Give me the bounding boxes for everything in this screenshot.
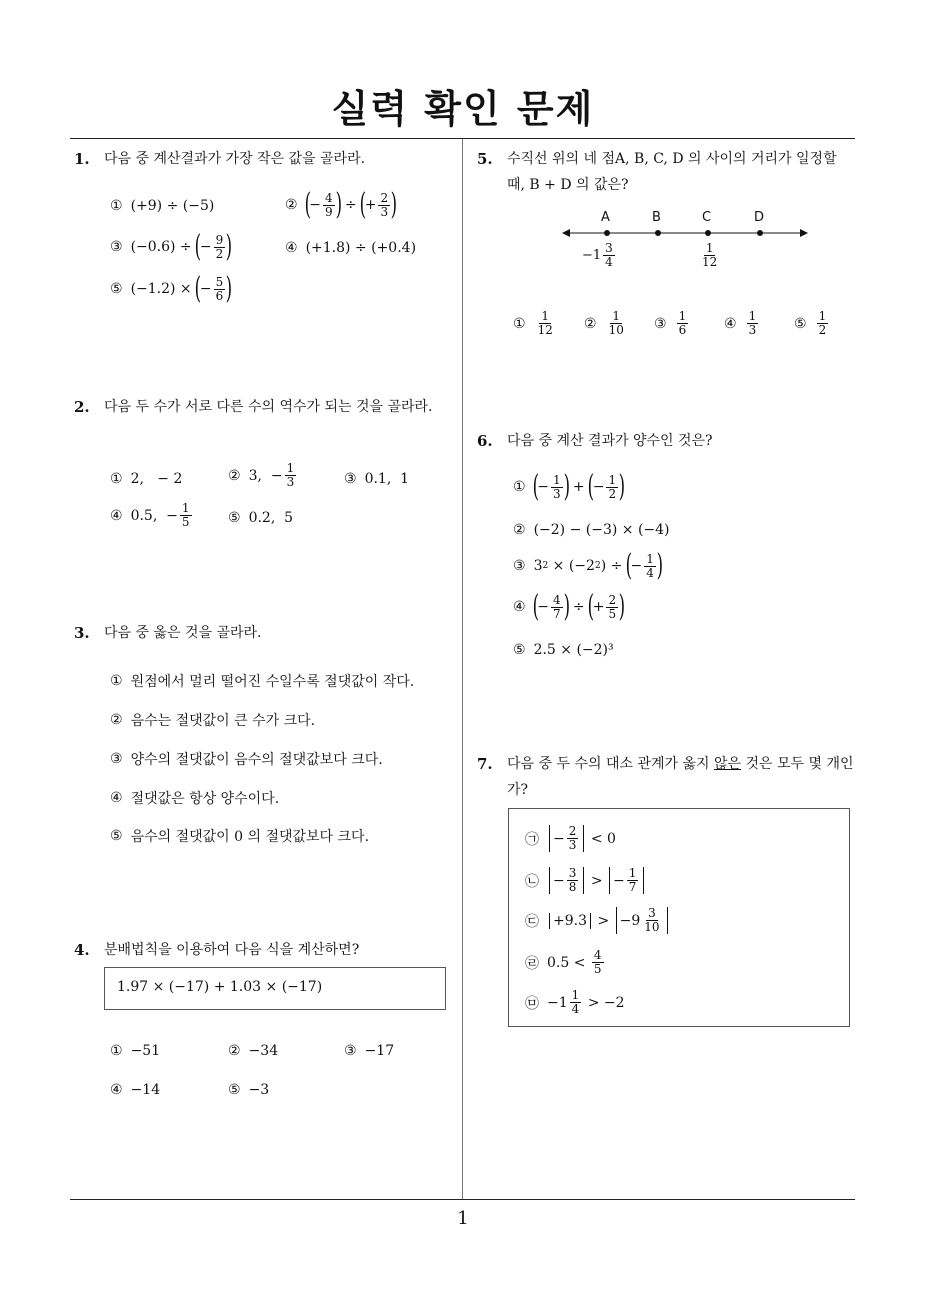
q1-option-3[interactable]: ③ (−0.6) ÷ ( − $\frac{9}{2}$ ) — [110, 229, 233, 264]
question-4 — [74, 937, 454, 963]
question-number: 1. — [74, 150, 90, 168]
q6-option-1[interactable]: ① ( − $\frac{1}{3}$ ) + ( − $\frac{1}{2}$ ) — [513, 469, 626, 504]
expression-box — [104, 967, 446, 1010]
q2-option-5[interactable]: ⑤ 0.2, 5 — [228, 510, 294, 526]
page-title: 실력 확인 문제 — [331, 87, 595, 131]
question-text: 다음 두 수가 서로 다른 수의 역수가 되는 것을 골라라. — [104, 399, 433, 415]
question-6 — [477, 428, 859, 454]
q1-option-5[interactable]: ⑤ (−1.2) × ( − $\frac{5}{6}$ ) — [110, 271, 233, 306]
question-3 — [74, 620, 454, 646]
question-text: 다음 중 옳은 것을 골라라. — [104, 625, 262, 641]
statement-4[interactable]: ㉣ 0.5 < $\frac{4}{5}$ — [525, 948, 602, 976]
q4-option-4[interactable]: ④ −14 — [110, 1082, 161, 1098]
q3-option-1[interactable]: ① 원점에서 멀리 떨어진 수일수록 절댓값이 작다. — [110, 673, 415, 690]
q2-option-1[interactable]: ① 2, − 2 — [110, 471, 183, 487]
q5-option-3[interactable]: ③ $\frac{1}{6}$ — [654, 309, 687, 337]
question-text: 분배법칙을 이용하여 다음 식을 계산하면? — [104, 942, 360, 958]
q2-option-3[interactable]: ③ 0.1, 1 — [344, 471, 410, 487]
statement-1[interactable]: ㉠ − $\frac{2}{3}$ < 0 — [525, 824, 616, 852]
q6-option-5[interactable]: ⑤ 2.5 × (−2)³ — [513, 642, 614, 658]
point-label-d: D — [754, 210, 765, 225]
statement-5[interactable]: ㉤ −1 $\frac{1}{4}$ > −2 — [525, 988, 625, 1016]
value-c: $\frac{1}{12}$ — [702, 241, 718, 269]
point-b — [655, 230, 661, 236]
question-5 — [477, 146, 859, 198]
q6-option-4[interactable]: ④ ( − $\frac{4}{7}$ ) ÷ ( + $\frac{2}{5}$ ) — [513, 589, 626, 624]
point-a — [604, 230, 610, 236]
q6-option-3[interactable]: ③ 3 2 × (−2 2 ) ÷ ( − $\frac{1}{4}$ ) — [513, 548, 663, 583]
q1-option-1[interactable]: ① (+9) ÷ (−5) — [110, 198, 215, 214]
q5-option-4[interactable]: ④ $\frac{1}{3}$ — [724, 309, 757, 337]
point-label-a: A — [601, 210, 610, 225]
q5-option-2[interactable]: ② $\frac{1}{10}$ — [584, 309, 624, 337]
q3-option-2[interactable]: ② 음수는 절댓값이 큰 수가 크다. — [110, 712, 316, 729]
page-number: 1 — [457, 1208, 469, 1229]
q4-option-5[interactable]: ⑤ −3 — [228, 1082, 270, 1098]
bottom-rule — [70, 1199, 855, 1200]
statement-3[interactable]: ㉢ +9.3 > −9 $\frac{3}{10}$ — [525, 907, 670, 934]
question-number: 6. — [477, 432, 493, 450]
statement-2[interactable]: ㉡ − $\frac{3}{8}$ > − $\frac{1}{7}$ — [525, 867, 646, 894]
q5-option-5[interactable]: ⑤ $\frac{1}{2}$ — [794, 309, 827, 337]
point-d — [757, 230, 763, 236]
question-text: 다음 중 계산 결과가 양수인 것은? — [507, 433, 713, 449]
q3-option-3[interactable]: ③ 양수의 절댓값이 음수의 절댓값보다 크다. — [110, 751, 383, 768]
statements-box — [508, 808, 850, 1027]
q1-option-2[interactable]: ② ( − $\frac{4}{9}$ ) ÷ ( + $\frac{2}{3}$ ) — [285, 187, 398, 222]
column-divider — [462, 139, 463, 1200]
question-number: 5. — [477, 150, 493, 168]
question-number: 4. — [74, 941, 90, 959]
number-line — [560, 205, 810, 275]
question-1 — [74, 146, 454, 172]
q1-option-4[interactable]: ④ (+1.8) ÷ (+0.4) — [285, 240, 417, 256]
value-a: −1 $\frac{3}{4}$ — [582, 241, 613, 269]
expression: 1.97 × (−17) + 1.03 × (−17) — [117, 979, 323, 995]
question-7 — [477, 751, 859, 803]
question-number: 3. — [74, 624, 90, 642]
q4-option-3[interactable]: ③ −17 — [344, 1043, 395, 1059]
q4-option-2[interactable]: ② −34 — [228, 1043, 279, 1059]
question-2 — [74, 394, 456, 420]
q5-option-1[interactable]: ① $\frac{1}{12}$ — [513, 309, 553, 337]
q6-option-2[interactable]: ② (−2) − (−3) × (−4) — [513, 522, 670, 538]
q2-option-4[interactable]: ④ 0.5, − $\frac{1}{5}$ — [110, 501, 190, 529]
question-text: 수직선 위의 네 점A, B, C, D 의 사이의 거리가 일정할 때, B + D 의 값은? — [507, 151, 837, 193]
question-text: 다음 중 두 수의 대소 관계가 옳지 않은 것은 모두 몇 개인가? — [507, 756, 854, 798]
question-number: 7. — [477, 755, 493, 773]
question-text: 다음 중 계산결과가 가장 작은 값을 골라라. — [104, 151, 366, 167]
question-number: 2. — [74, 398, 90, 416]
q2-option-2[interactable]: ② 3, − $\frac{1}{3}$ — [228, 461, 295, 489]
q3-option-5[interactable]: ⑤ 음수의 절댓값이 0 의 절댓값보다 크다. — [110, 828, 370, 845]
point-label-b: B — [652, 210, 661, 225]
q4-option-1[interactable]: ① −51 — [110, 1043, 161, 1059]
point-label-c: C — [702, 210, 712, 225]
q3-option-4[interactable]: ④ 절댓값은 항상 양수이다. — [110, 790, 280, 807]
point-c — [705, 230, 711, 236]
